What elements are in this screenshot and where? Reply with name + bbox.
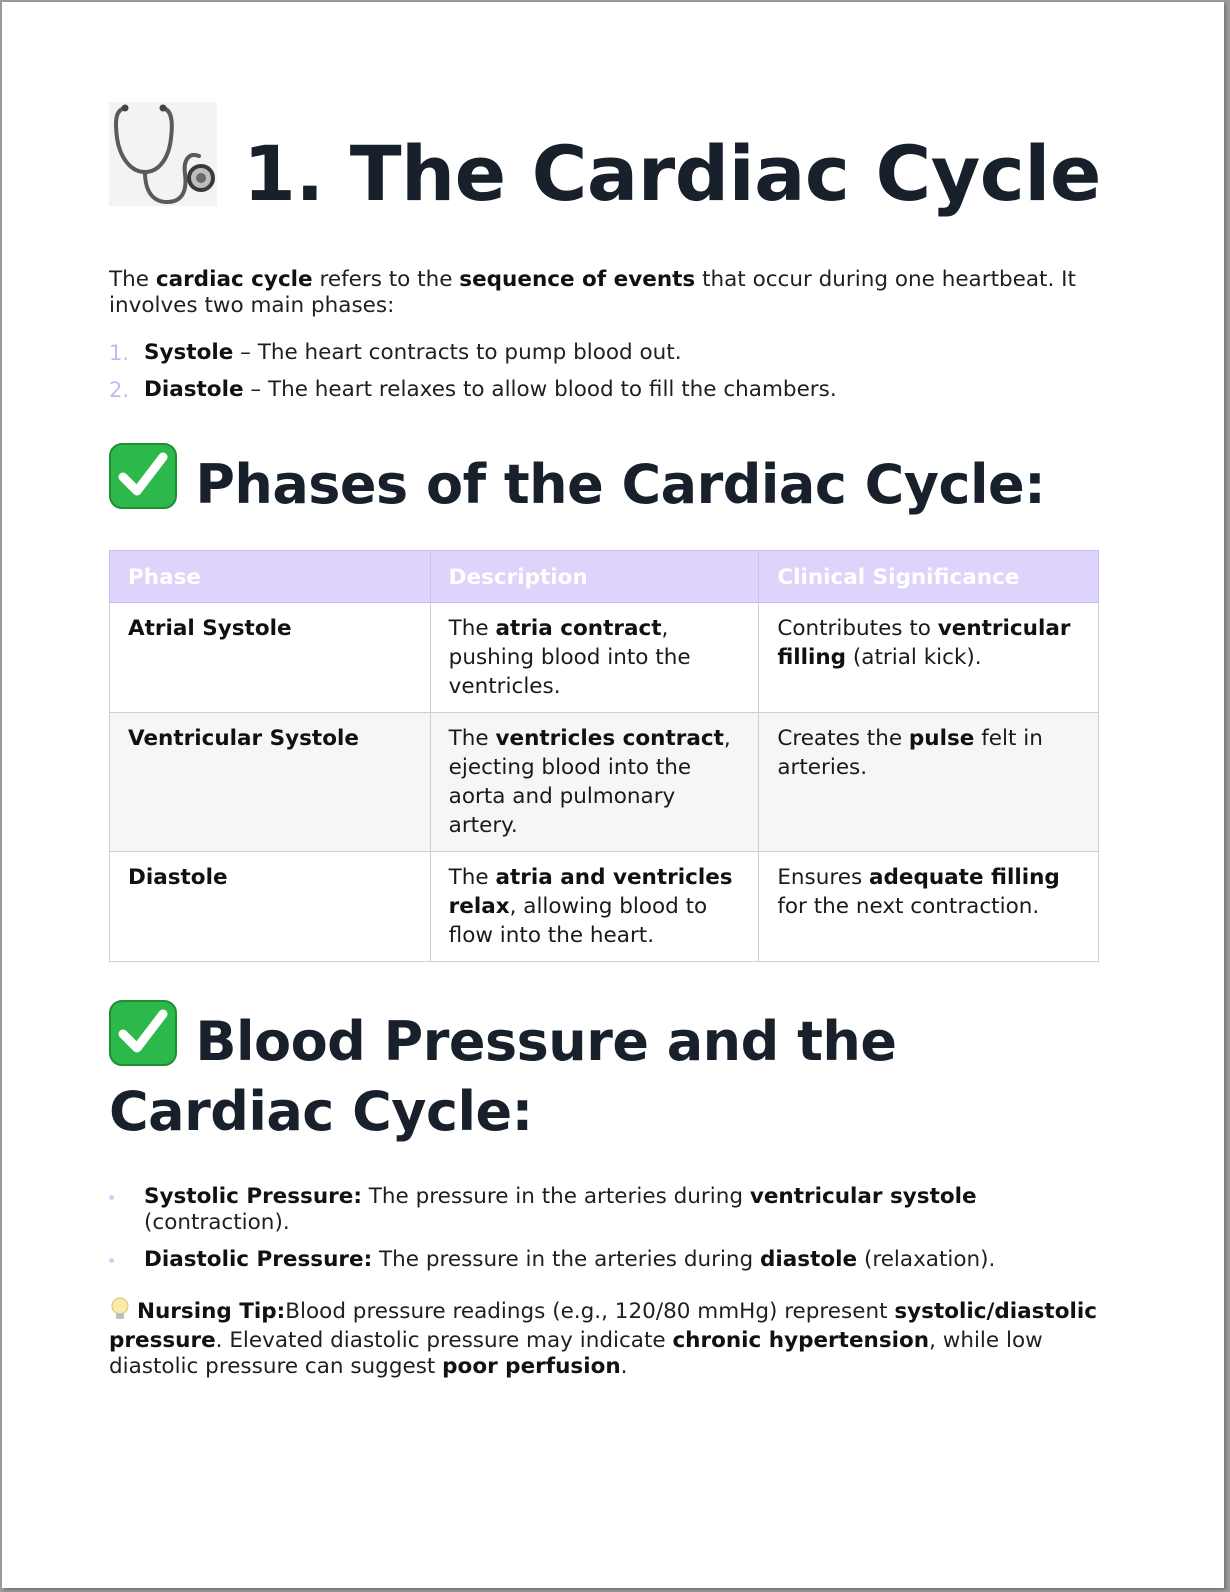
light-bulb-icon [109,1297,131,1328]
table-header-row [110,551,1099,603]
table-row [110,852,1099,962]
significance-cell: Creates the pulse felt in arteries. [759,713,1099,852]
description-cell: The ventricles contract, ejecting blood into the aorta and pulmonary artery. [430,713,759,852]
table-header-cell: Clinical Significance [759,551,1099,603]
page-title [109,102,1103,227]
list-item: Systolic Pressure: The pressure in the arteries during ventricular systole (contraction). [109,1184,1103,1236]
section-heading-phases: Phases of the Cardiac Cycle: [109,443,1103,523]
significance-cell: Contributes to ventricular filling (atrial kick). [759,603,1099,713]
phase-cell: Atrial Systole [110,603,431,713]
document-page [2,2,1224,1588]
significance-cell: Ensures adequate filling for the next contraction. [759,852,1099,962]
check-mark-icon [109,1000,177,1080]
table-header-cell: Phase [110,551,431,603]
section-heading-blood-pressure: Blood Pressure and the Cardiac Cycle: [109,1000,1103,1144]
document-content [109,102,1103,1380]
blood-pressure-list [109,1184,1103,1273]
list-item: 1. Systole – The heart contracts to pump blood out. [109,340,682,365]
stethoscope-icon [109,102,217,227]
list-item: Diastolic Pressure: The pressure in the arteries during diastole (relaxation). [109,1247,1103,1273]
description-cell: The atria contract, pushing blood into the ventricles. [430,603,759,713]
nursing-tip: Nursing Tip:Blood pressure readings (e.g., 120/80 mmHg) represent systolic/diastolic pressure. Elevated diastolic pressure may indicate chronic hypertension, while low diastolic pressure can suggest poor perfusion. [109,1299,1097,1379]
table-header-cell: Description [430,551,759,603]
phases-list [109,340,1103,403]
phases-table [109,550,1099,962]
title-text: The Cardiac Cycle [349,129,1101,218]
title-number: 1. [242,129,324,218]
description-cell: The atria and ventricles relax, allowing blood to flow into the heart. [430,852,759,962]
check-mark-icon [109,443,177,523]
phase-cell: Diastole [110,852,431,962]
phase-cell: Ventricular Systole [110,713,431,852]
table-row [110,713,1099,852]
table-row [110,603,1099,713]
intro-paragraph: The cardiac cycle refers to the sequence of events that occur during one heartbeat. It involves two main phases: [109,267,1076,318]
list-item: 2. Diastole – The heart relaxes to allow blood to fill the chambers. [109,377,837,402]
